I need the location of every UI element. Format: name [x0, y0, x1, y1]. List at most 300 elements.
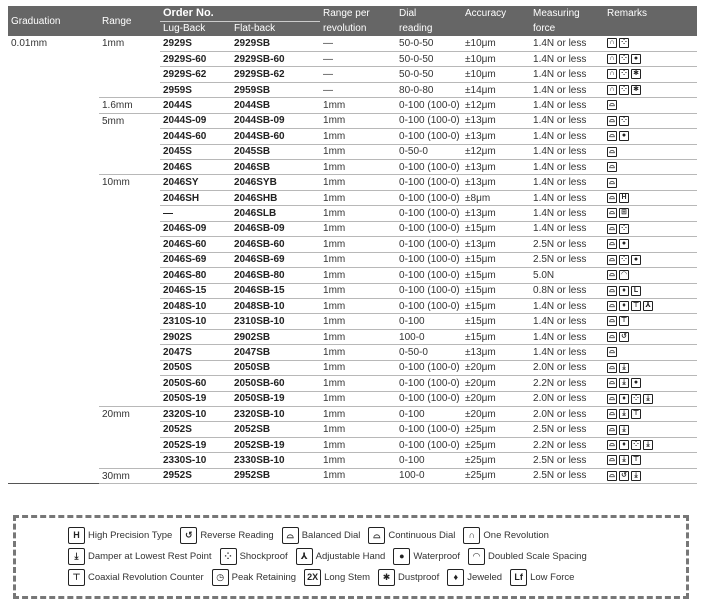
range-per-revolution: — — [320, 67, 396, 82]
damper-icon: ⤓ — [68, 548, 85, 565]
lug-back-code: 2052S-19 — [160, 437, 231, 452]
remarks-icons — [604, 67, 697, 82]
accuracy: ±10μm — [462, 36, 530, 51]
remarks-icons — [604, 190, 697, 205]
flat-back-code: 2929SB-62 — [231, 67, 320, 82]
dial-reading: 50-0-50 — [396, 51, 462, 66]
range-cell: 20mm — [99, 407, 160, 469]
legend-item — [368, 527, 455, 544]
range-per-revolution: 1mm — [320, 422, 396, 437]
measuring-force: 1.4N or less — [530, 221, 604, 236]
legend-item — [282, 527, 361, 544]
legend-item — [296, 548, 386, 565]
range-cell: 30mm — [99, 468, 160, 483]
legend-item — [212, 569, 296, 586]
measuring-force: 1.4N or less — [530, 113, 604, 128]
legend-label: Damper at Lowest Rest Point — [88, 551, 212, 562]
dial-reading: 0-100 (100-0) — [396, 129, 462, 144]
header-remarks: Remarks — [604, 6, 697, 36]
dial-reading: 0-100 — [396, 314, 462, 329]
adjustable-hand-icon: ⅄ — [643, 301, 653, 311]
range-per-revolution: 1mm — [320, 144, 396, 159]
flat-back-code: 2050SB-19 — [231, 391, 320, 406]
legend-label: Long Stem — [324, 572, 371, 583]
measuring-force: 2.2N or less — [530, 437, 604, 452]
range-cell: 5mm — [99, 113, 160, 175]
legend-item — [463, 527, 548, 544]
continuous-dial-icon: ⌓ — [607, 471, 617, 481]
accuracy: ±13μm — [462, 206, 530, 221]
range-per-revolution: 1mm — [320, 360, 396, 375]
jeweled-icon: ♦ — [619, 301, 629, 311]
legend-label: Doubled Scale Spacing — [487, 551, 587, 562]
continuous-dial-icon: ⌓ — [607, 286, 617, 296]
lug-back-code: 2044S-09 — [160, 113, 231, 128]
header-lug-back: Lug-Back — [160, 21, 231, 36]
range-per-revolution: 1mm — [320, 98, 396, 113]
remarks-icons — [604, 422, 697, 437]
header-range-per: Range per — [320, 6, 396, 21]
accuracy: ±13μm — [462, 345, 530, 360]
range-per-revolution: 1mm — [320, 252, 396, 267]
accuracy: ±10μm — [462, 51, 530, 66]
lug-back-code: 2045S — [160, 144, 231, 159]
lug-back-code: 2046S-80 — [160, 268, 231, 283]
measuring-force: 1.4N or less — [530, 160, 604, 175]
low-force-icon: L — [631, 286, 641, 296]
remarks-icons — [604, 206, 697, 221]
one-revolution-icon: ∩ — [607, 54, 617, 64]
measuring-force: 2.5N or less — [530, 453, 604, 468]
dial-reading: 100-0 — [396, 329, 462, 344]
damper-icon: ⤓ — [619, 409, 629, 419]
legend-label: Coaxial Revolution Counter — [88, 572, 204, 583]
reverse-reading-icon: ↺ — [619, 332, 629, 342]
one-revolution-icon: ∩ — [607, 38, 617, 48]
range-per-revolution: 1mm — [320, 407, 396, 422]
jeweled-icon: ♦ — [619, 394, 629, 404]
accuracy: ±10μm — [462, 67, 530, 82]
accuracy: ±20μm — [462, 376, 530, 391]
header-dial: Dial — [396, 6, 462, 21]
flat-back-code: 2046SHB — [231, 190, 320, 205]
range-cell: 10mm — [99, 175, 160, 407]
damper-icon: ⤓ — [643, 440, 653, 450]
damper-icon: ⤓ — [619, 425, 629, 435]
lug-back-code: 2046S-09 — [160, 221, 231, 236]
measuring-force: 2.5N or less — [530, 422, 604, 437]
damper-icon: ⤓ — [619, 363, 629, 373]
legend-label: Jeweled — [467, 572, 503, 583]
dial-reading: 0-100 (100-0) — [396, 113, 462, 128]
remarks-icons — [604, 376, 697, 391]
remarks-icons — [604, 82, 697, 97]
spec-table — [8, 6, 697, 484]
coaxial-counter-icon: ⊤ — [68, 569, 85, 586]
lug-back-code: 2046S-15 — [160, 283, 231, 298]
flat-back-code: 2044SB-60 — [231, 129, 320, 144]
flat-back-code: 2929SB-60 — [231, 51, 320, 66]
one-revolution-icon: ∩ — [607, 85, 617, 95]
legend-label: Continuous Dial — [388, 530, 456, 541]
reverse-reading-icon: ↺ — [619, 471, 629, 481]
range-per-revolution: 1mm — [320, 237, 396, 252]
continuous-dial-icon: ⌓ — [607, 239, 617, 249]
remarks-icons — [604, 407, 697, 422]
balanced-dial-icon: ⌓ — [282, 527, 299, 544]
legend-item — [304, 569, 370, 586]
measuring-force: 2.0N or less — [530, 391, 604, 406]
range-per-revolution: 1mm — [320, 190, 396, 205]
dial-reading: 0-100 (100-0) — [396, 237, 462, 252]
waterproof-icon: ● — [631, 255, 641, 265]
balanced-dial-icon: ⌓ — [607, 347, 617, 357]
flat-back-code: 2330SB-10 — [231, 453, 320, 468]
flat-back-code: 2044SB — [231, 98, 320, 113]
flat-back-code: 2046SLB — [231, 206, 320, 221]
legend-label: Reverse Reading — [200, 530, 274, 541]
accuracy: ±25μm — [462, 437, 530, 452]
dial-reading: 0-100 (100-0) — [396, 160, 462, 175]
legend-label: Dustproof — [398, 572, 440, 583]
dial-reading: 0-100 (100-0) — [396, 283, 462, 298]
waterproof-icon: ● — [631, 54, 641, 64]
continuous-dial-icon: ⌓ — [607, 270, 617, 280]
shockproof-icon: ⁘ — [619, 224, 629, 234]
range-per-revolution: 1mm — [320, 113, 396, 128]
range-per-revolution: 1mm — [320, 268, 396, 283]
coaxial-counter-icon: ⊤ — [620, 317, 628, 325]
dial-reading: 0-100 (100-0) — [396, 190, 462, 205]
flat-back-code: 2952SB — [231, 468, 320, 483]
accuracy: ±25μm — [462, 468, 530, 483]
shockproof-icon: ⁘ — [619, 38, 629, 48]
lug-back-code: 2320S-10 — [160, 407, 231, 422]
continuous-dial-icon: ⌓ — [607, 425, 617, 435]
flat-back-code: 2046SB-69 — [231, 252, 320, 267]
continuous-dial-icon: ⌓ — [607, 100, 617, 110]
remarks-icons — [604, 144, 697, 159]
accuracy: ±12μm — [462, 98, 530, 113]
table-row — [8, 407, 697, 422]
flat-back-code: 2047SB — [231, 345, 320, 360]
flat-back-code: 2320SB-10 — [231, 407, 320, 422]
shockproof-icon: ⁘ — [631, 394, 641, 404]
measuring-force: 1.4N or less — [530, 314, 604, 329]
remarks-icons — [604, 36, 697, 51]
table-row — [8, 98, 697, 113]
measuring-force: 1.4N or less — [530, 129, 604, 144]
header-range: Range — [99, 6, 160, 36]
dial-reading: 0-50-0 — [396, 345, 462, 360]
shockproof-icon: ⁘ — [619, 116, 629, 126]
low-force-icon: Lf — [510, 569, 527, 586]
long-stem-icon: 2X — [304, 569, 321, 586]
dustproof-icon: ✱ — [631, 69, 641, 79]
continuous-dial-icon: ⌓ — [368, 527, 385, 544]
range-per-revolution: 1mm — [320, 206, 396, 221]
lug-back-code: 2048S-10 — [160, 298, 231, 313]
dial-reading: 0-100 (100-0) — [396, 221, 462, 236]
remarks-icons — [604, 360, 697, 375]
range-per-revolution: — — [320, 51, 396, 66]
high-precision-icon: H — [68, 527, 85, 544]
measuring-force: 1.4N or less — [530, 36, 604, 51]
dial-reading: 0-100 — [396, 407, 462, 422]
header-measuring: Measuring — [530, 6, 604, 21]
measuring-force: 2.5N or less — [530, 468, 604, 483]
dial-reading: 0-100 (100-0) — [396, 437, 462, 452]
lug-back-code: 2050S-19 — [160, 391, 231, 406]
jeweled-icon: ♦ — [447, 569, 464, 586]
legend-item — [68, 527, 172, 544]
graduation-cell: 0.01mm — [8, 36, 99, 484]
flat-back-code: 2045SB — [231, 144, 320, 159]
accuracy: ±13μm — [462, 237, 530, 252]
accuracy: ±15μm — [462, 283, 530, 298]
accuracy: ±13μm — [462, 160, 530, 175]
lug-back-code: 2046S — [160, 160, 231, 175]
long-stem-icon: ⊞ — [619, 208, 629, 218]
jeweled-icon: ♦ — [619, 440, 629, 450]
flat-back-code: 2902SB — [231, 329, 320, 344]
remarks-icons — [604, 314, 697, 329]
measuring-force: 1.4N or less — [530, 98, 604, 113]
legend-item — [468, 548, 587, 565]
continuous-dial-icon: ⌓ — [607, 316, 617, 326]
lug-back-code: 2310S-10 — [160, 314, 231, 329]
one-revolution-icon: ∩ — [463, 527, 480, 544]
continuous-dial-icon: ⌓ — [607, 162, 617, 172]
accuracy: ±25μm — [462, 422, 530, 437]
legend-row — [68, 525, 686, 546]
lug-back-code: 2050S — [160, 360, 231, 375]
waterproof-icon: ● — [619, 239, 629, 249]
dustproof-icon: ✱ — [378, 569, 395, 586]
dial-reading: 0-100 (100-0) — [396, 175, 462, 190]
legend-row — [68, 546, 686, 567]
jeweled-icon: ♦ — [619, 286, 629, 296]
flat-back-code: 2929SB — [231, 36, 320, 51]
remarks-icons — [604, 252, 697, 267]
waterproof-icon: ● — [631, 378, 641, 388]
continuous-dial-icon: ⌓ — [607, 363, 617, 373]
range-per-revolution: — — [320, 82, 396, 97]
measuring-force: 2.2N or less — [530, 376, 604, 391]
reverse-reading-icon: ↺ — [180, 527, 197, 544]
lug-back-code: 2046S-60 — [160, 237, 231, 252]
accuracy: ±15μm — [462, 268, 530, 283]
shockproof-icon: ⁘ — [619, 85, 629, 95]
one-revolution-icon: ∩ — [607, 69, 617, 79]
header-row-1 — [8, 6, 697, 21]
dial-reading: 0-100 (100-0) — [396, 391, 462, 406]
range-per-revolution: 1mm — [320, 345, 396, 360]
range-per-revolution: 1mm — [320, 376, 396, 391]
shockproof-icon: ⁘ — [619, 69, 629, 79]
coaxial-counter-icon: ⊤ — [632, 456, 640, 464]
measuring-force: 1.4N or less — [530, 51, 604, 66]
accuracy: ±15μm — [462, 298, 530, 313]
continuous-dial-icon: ⌓ — [607, 332, 617, 342]
table-row — [8, 36, 697, 51]
doubled-scale-icon: ◠ — [619, 270, 629, 280]
flat-back-code: 2052SB — [231, 422, 320, 437]
flat-back-code: 2046SB-60 — [231, 237, 320, 252]
measuring-force: 5.0N — [530, 268, 604, 283]
accuracy: ±25μm — [462, 453, 530, 468]
legend-item — [68, 548, 212, 565]
header-reading: reading — [396, 21, 462, 36]
flat-back-code: 2050SB-60 — [231, 376, 320, 391]
range-per-revolution: — — [320, 36, 396, 51]
measuring-force: 1.4N or less — [530, 206, 604, 221]
damper-icon: ⤓ — [619, 378, 629, 388]
flat-back-code: 2044SB-09 — [231, 113, 320, 128]
flat-back-code: 2046SYB — [231, 175, 320, 190]
legend-item — [180, 527, 273, 544]
measuring-force: 0.8N or less — [530, 283, 604, 298]
coaxial-counter-icon: ⊤ — [632, 410, 640, 418]
measuring-force: 2.5N or less — [530, 252, 604, 267]
legend-label: Waterproof — [413, 551, 460, 562]
dial-reading: 0-100 (100-0) — [396, 98, 462, 113]
balanced-dial-icon: ⌓ — [607, 147, 617, 157]
continuous-dial-icon: ⌓ — [607, 131, 617, 141]
damper-icon: ⤓ — [643, 394, 653, 404]
flat-back-code: 2046SB-80 — [231, 268, 320, 283]
continuous-dial-icon: ⌓ — [607, 301, 617, 311]
header-flat-back: Flat-back — [231, 21, 320, 36]
dial-reading: 0-100 (100-0) — [396, 360, 462, 375]
dial-reading: 100-0 — [396, 468, 462, 483]
measuring-force: 2.0N or less — [530, 360, 604, 375]
measuring-force: 1.4N or less — [530, 175, 604, 190]
legend-label: Low Force — [530, 572, 575, 583]
range-per-revolution: 1mm — [320, 453, 396, 468]
legend-label: One Revolution — [483, 530, 549, 541]
waterproof-icon: ● — [619, 131, 629, 141]
lug-back-code: 2929S-62 — [160, 67, 231, 82]
accuracy: ±14μm — [462, 82, 530, 97]
doubled-scale-icon: ◠ — [468, 548, 485, 565]
damper-icon: ⤓ — [619, 455, 629, 465]
lug-back-code: 2959S — [160, 82, 231, 97]
lug-back-code: 2046S-69 — [160, 252, 231, 267]
accuracy: ±15μm — [462, 314, 530, 329]
dustproof-icon: ✱ — [631, 85, 641, 95]
remarks-icons — [604, 175, 697, 190]
range-per-revolution: 1mm — [320, 175, 396, 190]
shockproof-icon: ⁘ — [631, 440, 641, 450]
header-accuracy: Accuracy — [462, 6, 530, 36]
range-per-revolution: 1mm — [320, 391, 396, 406]
remarks-icons — [604, 98, 697, 113]
remarks-icons — [604, 237, 697, 252]
flat-back-code: 2959SB — [231, 82, 320, 97]
dial-reading: 50-0-50 — [396, 36, 462, 51]
table-row — [8, 468, 697, 483]
lug-back-code: 2952S — [160, 468, 231, 483]
legend-label: Shockproof — [239, 551, 288, 562]
legend-label: Balanced Dial — [301, 530, 361, 541]
legend-row — [68, 567, 686, 588]
accuracy: ±15μm — [462, 329, 530, 344]
lug-back-code: 2330S-10 — [160, 453, 231, 468]
flat-back-code: 2046SB — [231, 160, 320, 175]
remarks-icons — [604, 298, 697, 313]
dial-reading: 0-100 (100-0) — [396, 376, 462, 391]
header-order-no: Order No. — [160, 6, 320, 21]
shockproof-icon: ⁘ — [619, 54, 629, 64]
accuracy: ±13μm — [462, 113, 530, 128]
remarks-icons — [604, 221, 697, 236]
continuous-dial-icon: ⌓ — [607, 224, 617, 234]
dial-reading: 0-100 (100-0) — [396, 298, 462, 313]
remarks-icons — [604, 391, 697, 406]
lug-back-code: 2044S-60 — [160, 129, 231, 144]
accuracy: ±15μm — [462, 252, 530, 267]
remarks-icons — [604, 453, 697, 468]
measuring-force: 2.5N or less — [530, 237, 604, 252]
dial-reading: 0-100 — [396, 453, 462, 468]
legend-item — [510, 569, 574, 586]
measuring-force: 1.4N or less — [530, 144, 604, 159]
continuous-dial-icon: ⌓ — [607, 455, 617, 465]
dial-reading: 0-50-0 — [396, 144, 462, 159]
legend-item — [378, 569, 439, 586]
remarks-icons — [604, 51, 697, 66]
range-per-revolution: 1mm — [320, 468, 396, 483]
flat-back-code: 2046SB-09 — [231, 221, 320, 236]
remarks-icons — [604, 129, 697, 144]
header-revolution: revolution — [320, 21, 396, 36]
continuous-dial-icon: ⌓ — [607, 116, 617, 126]
continuous-dial-icon: ⌓ — [607, 409, 617, 419]
range-per-revolution: 1mm — [320, 437, 396, 452]
measuring-force: 1.4N or less — [530, 345, 604, 360]
lug-back-code: 2929S — [160, 36, 231, 51]
accuracy: ±12μm — [462, 144, 530, 159]
measuring-force: 1.4N or less — [530, 329, 604, 344]
lug-back-code: 2047S — [160, 345, 231, 360]
shockproof-icon: ⁘ — [619, 255, 629, 265]
remarks-icons — [604, 468, 697, 483]
high-precision-icon: H — [619, 193, 629, 203]
range-per-revolution: 1mm — [320, 160, 396, 175]
legend-label: High Precision Type — [88, 530, 173, 541]
shockproof-icon: ⁘ — [220, 548, 237, 565]
remarks-icons — [604, 329, 697, 344]
continuous-dial-icon: ⌓ — [607, 208, 617, 218]
remarks-icons — [604, 283, 697, 298]
continuous-dial-icon: ⌓ — [607, 178, 617, 188]
range-per-revolution: 1mm — [320, 221, 396, 236]
table-row — [8, 113, 697, 128]
flat-back-code: 2052SB-19 — [231, 437, 320, 452]
range-per-revolution: 1mm — [320, 129, 396, 144]
spec-table-body — [8, 36, 697, 484]
damper-icon: ⤓ — [631, 471, 641, 481]
coaxial-counter-icon: ⊤ — [632, 302, 640, 310]
legend-item — [68, 569, 204, 586]
legend-label: Adjustable Hand — [315, 551, 386, 562]
measuring-force: 1.4N or less — [530, 190, 604, 205]
measuring-force: 1.4N or less — [530, 67, 604, 82]
legend-item — [447, 569, 502, 586]
continuous-dial-icon: ⌓ — [607, 394, 617, 404]
icon-legend — [13, 515, 689, 599]
